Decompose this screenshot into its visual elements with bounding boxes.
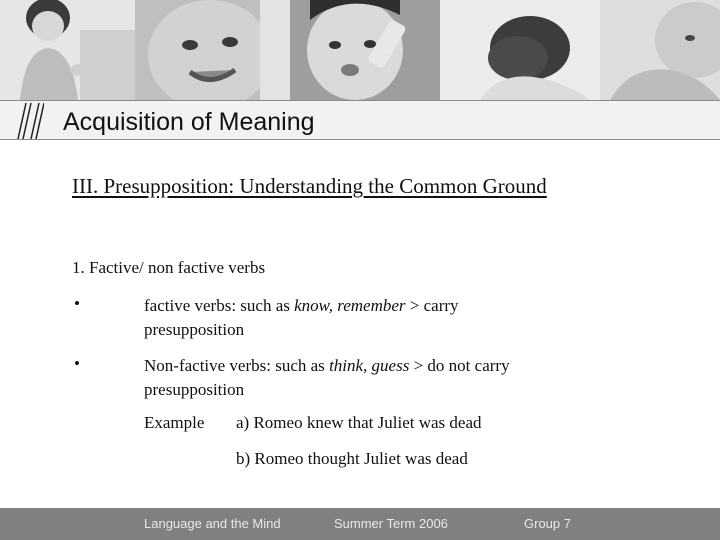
bullet-marker: •: [74, 354, 80, 373]
baby-photo-standing: [0, 0, 135, 100]
example-label: Example: [144, 413, 205, 432]
baby-photo-smiling: [135, 0, 290, 100]
bullet-text-non-factive: [144, 354, 510, 402]
section-heading: III. Presupposition: Understanding the Common Ground: [72, 174, 547, 198]
example-a: a) Romeo knew that Juliet was dead: [236, 413, 482, 432]
bullet-text-factive: [144, 294, 459, 342]
subheading: 1. Factive/ non factive verbs: [72, 258, 266, 277]
title-bar: [0, 100, 720, 140]
bullet-line: factive verbs: such as know, remember > carry: [144, 296, 459, 315]
baby-photo-sleeping: [440, 0, 600, 100]
footer-course: Language and the Mind: [144, 516, 281, 531]
bullet-line: Non-factive verbs: such as think, guess > do not carry: [144, 356, 510, 375]
footer-bar: [0, 508, 720, 540]
footer-term: Summer Term 2006: [334, 516, 448, 531]
example-b: b) Romeo thought Juliet was dead: [236, 449, 468, 468]
bullet-line-continued: presupposition: [144, 320, 245, 339]
baby-photo-phone: [290, 0, 440, 100]
double-slash-decoration-icon: [14, 101, 44, 141]
footer-group: Group 7: [524, 516, 571, 531]
baby-photo-lying: [600, 0, 720, 100]
slide-title: Acquisition of Meaning: [63, 108, 315, 136]
bullet-marker: •: [74, 294, 80, 313]
bullet-line-continued: presupposition: [144, 380, 245, 399]
photo-banner: [0, 0, 720, 100]
